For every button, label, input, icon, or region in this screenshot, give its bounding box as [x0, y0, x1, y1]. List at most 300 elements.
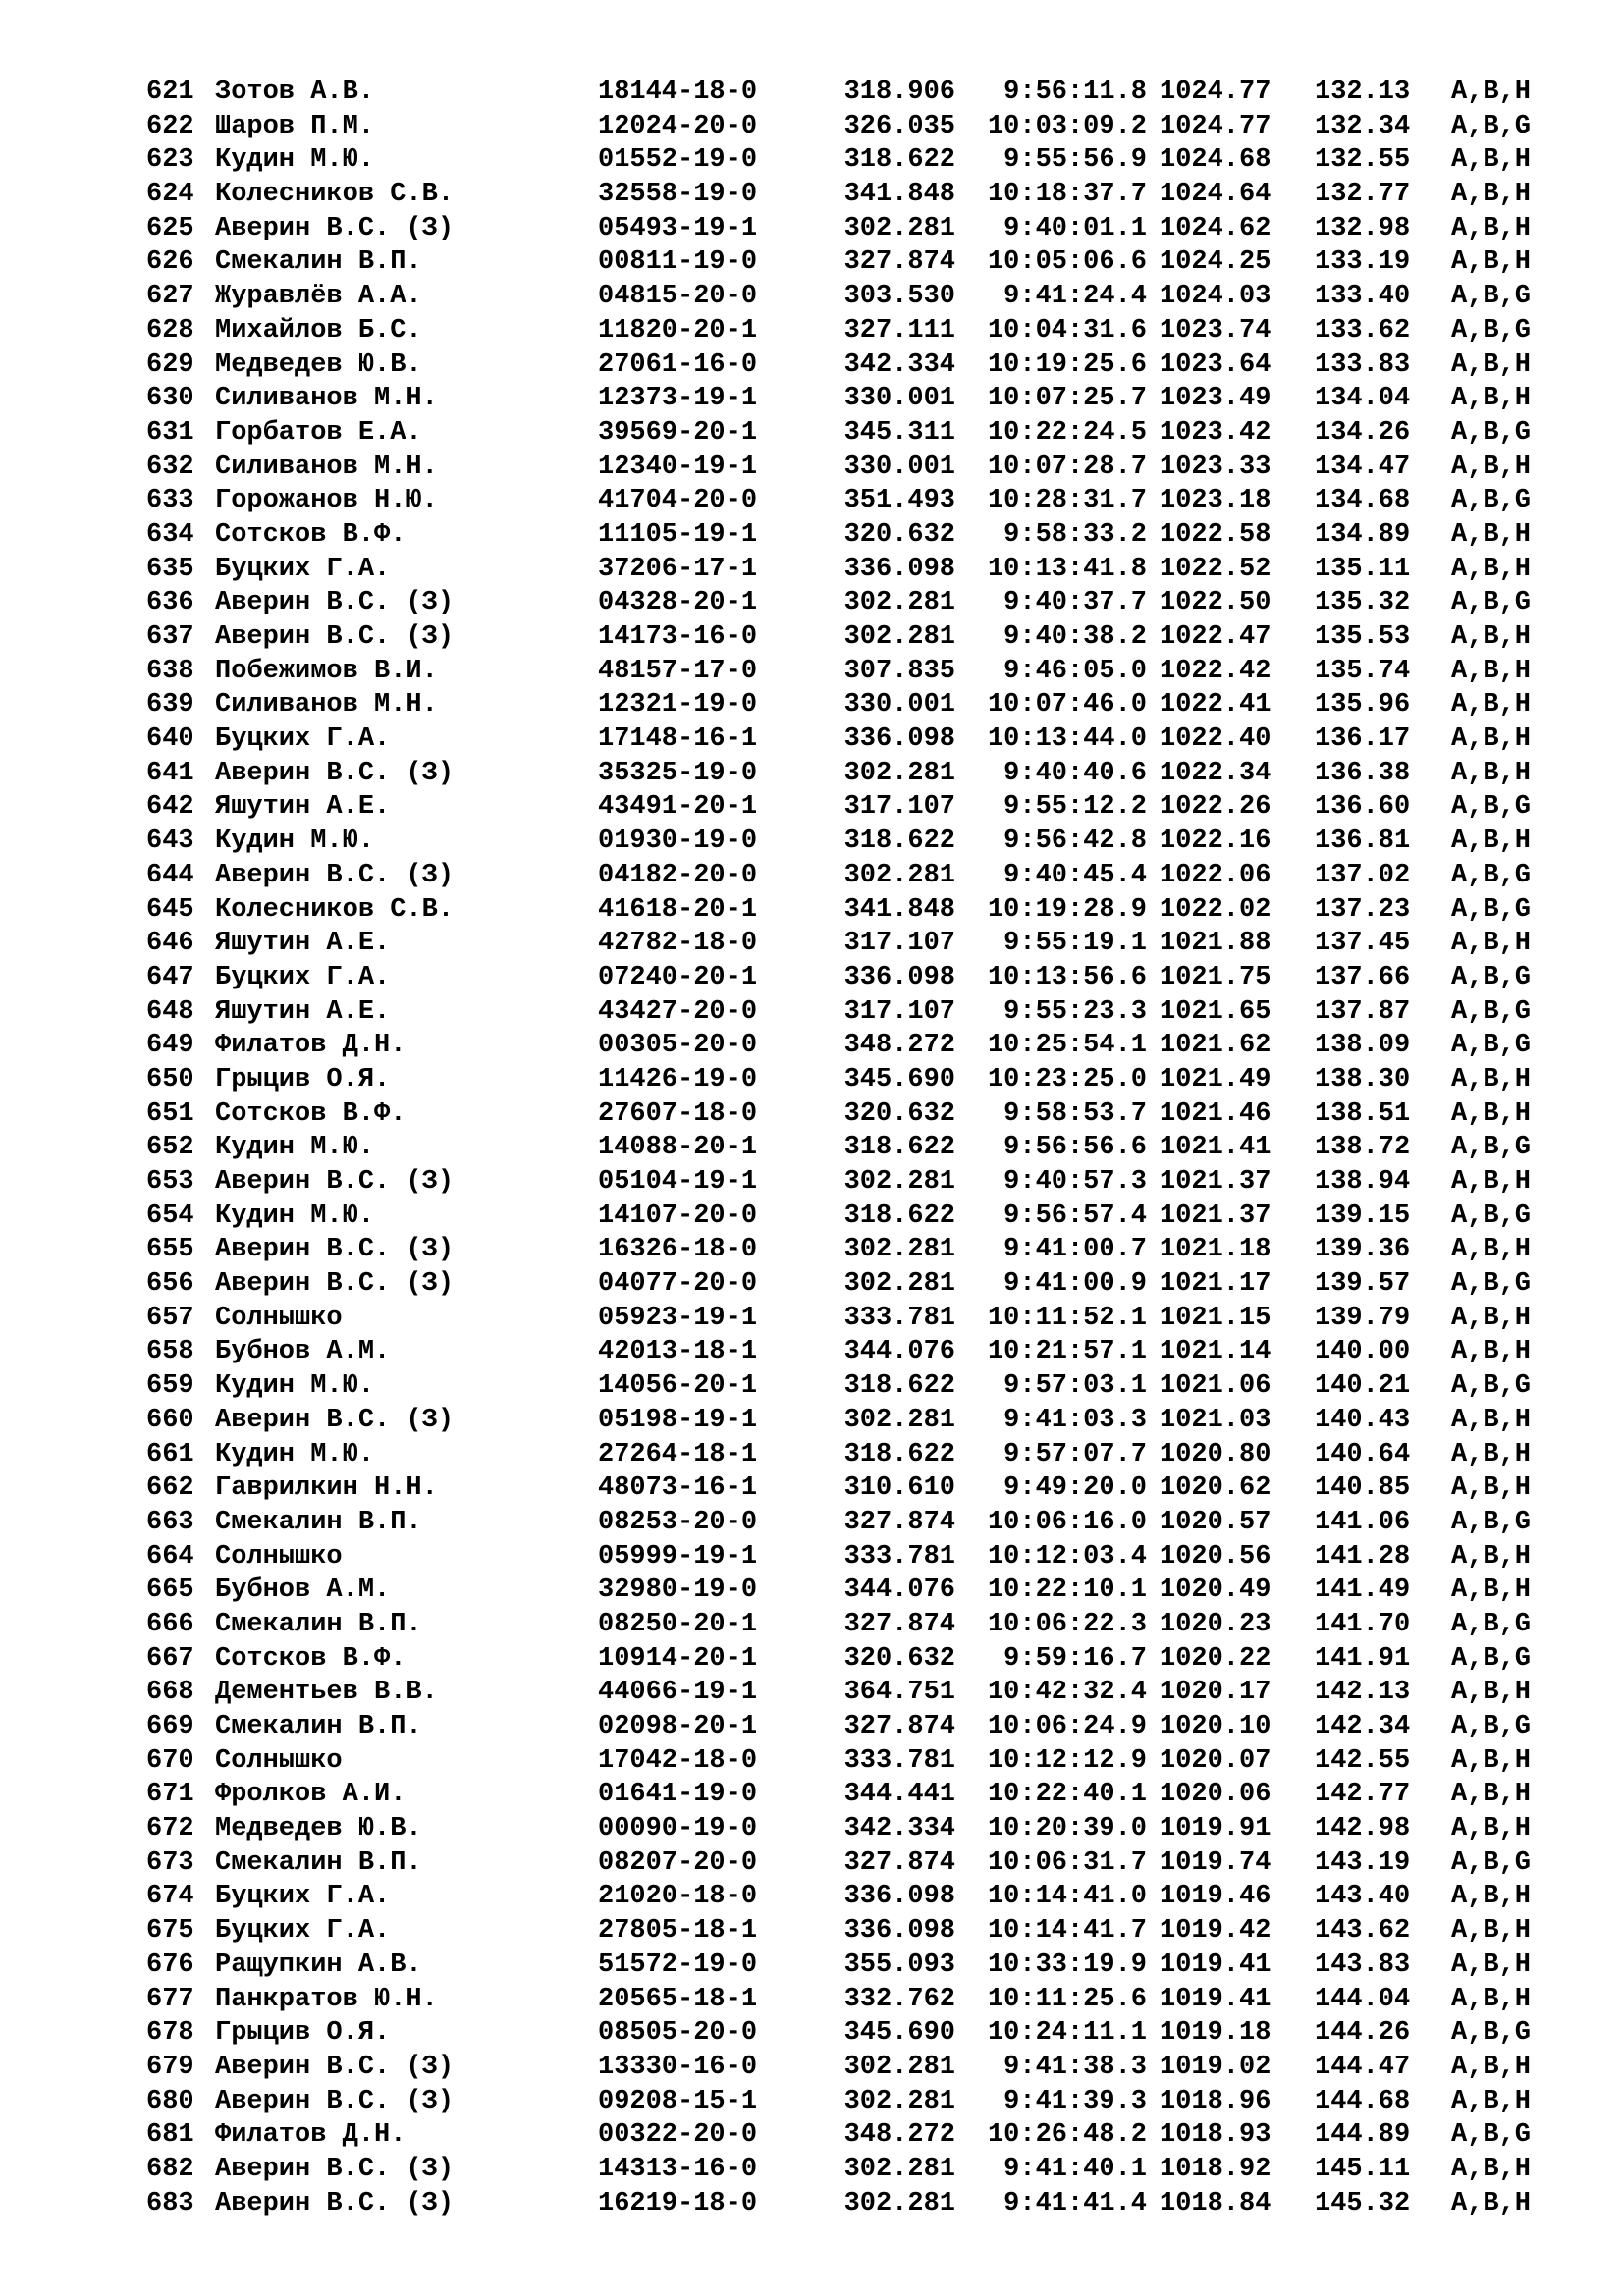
fancier-name: Филатов Д.Н. [215, 2120, 406, 2151]
category: A,B,H [1451, 1541, 1532, 1572]
category: A,B,G [1451, 962, 1532, 992]
fancier-name: Михайлов Б.С. [215, 315, 422, 346]
place: 669 [146, 1712, 194, 1741]
distance: 302.281 [843, 2052, 955, 2082]
coefficient: 138.09 [1315, 1031, 1411, 1061]
category: A,B,H [1451, 452, 1532, 482]
speed: 1024.25 [1160, 247, 1271, 278]
category: A,B,G [1451, 894, 1532, 925]
fancier-name: Буцких Г.А. [215, 724, 391, 755]
ring-number: 32980-19-0 [598, 1575, 758, 1606]
fancier-name: Горожанов Н.Ю. [215, 486, 438, 516]
distance: 345.690 [843, 2018, 955, 2049]
category: A,B,G [1451, 1643, 1532, 1674]
speed: 1021.14 [1160, 1337, 1271, 1367]
speed: 1022.02 [1160, 894, 1271, 925]
speed: 1020.07 [1160, 1745, 1271, 1776]
speed: 1019.41 [1160, 1949, 1271, 1980]
arrival-time: 10:22:40.1 [987, 1780, 1147, 1810]
distance: 327.874 [843, 247, 955, 278]
arrival-time: 9:57:07.7 [1003, 1439, 1147, 1469]
arrival-time: 9:55:23.3 [1003, 996, 1147, 1027]
fancier-name: Солнышко [215, 1745, 343, 1776]
distance: 330.001 [843, 384, 955, 414]
category: A,B,G [1451, 2120, 1532, 2151]
coefficient: 143.62 [1315, 1916, 1411, 1947]
arrival-time: 9:57:03.1 [1003, 1371, 1147, 1402]
fancier-name: Фролков А.И. [215, 1780, 406, 1810]
ring-number: 08250-20-1 [598, 1609, 758, 1639]
ring-number: 42782-18-0 [598, 929, 758, 959]
fancier-name: Сотсков В.Ф. [215, 519, 406, 550]
category: A,B,H [1451, 145, 1532, 176]
fancier-name: Аверин В.С. (З) [215, 622, 455, 652]
ring-number: 12321-19-0 [598, 690, 758, 721]
place: 633 [146, 486, 194, 516]
place: 629 [146, 349, 194, 380]
ring-number: 04815-20-0 [598, 282, 758, 312]
speed: 1023.42 [1160, 417, 1271, 448]
fancier-name: Буцких Г.А. [215, 1916, 391, 1947]
coefficient: 132.55 [1315, 145, 1411, 176]
place: 646 [146, 929, 194, 959]
ring-number: 20565-18-1 [598, 1984, 758, 2014]
speed: 1018.92 [1160, 2154, 1271, 2184]
ring-number: 18144-18-0 [598, 78, 758, 107]
coefficient: 143.40 [1315, 1882, 1411, 1912]
ring-number: 41618-20-1 [598, 894, 758, 925]
coefficient: 145.11 [1315, 2154, 1411, 2184]
arrival-time: 10:33:19.9 [987, 1949, 1147, 1980]
speed: 1021.88 [1160, 929, 1271, 959]
distance: 336.098 [843, 724, 955, 755]
category: A,B,G [1451, 1847, 1532, 1878]
fancier-name: Журавлёв А.А. [215, 282, 422, 312]
ring-number: 37206-17-1 [598, 554, 758, 584]
speed: 1020.10 [1160, 1712, 1271, 1741]
category: A,B,H [1451, 1780, 1532, 1810]
speed: 1024.77 [1160, 111, 1271, 141]
ring-number: 04182-20-0 [598, 860, 758, 890]
fancier-name: Силиванов М.Н. [215, 690, 438, 721]
category: A,B,G [1451, 1031, 1532, 1061]
ring-number: 01641-19-0 [598, 1780, 758, 1810]
fancier-name: Грыцив О.Я. [215, 2018, 391, 2049]
fancier-name: Кудин М.Ю. [215, 1371, 375, 1402]
arrival-time: 10:14:41.0 [987, 1882, 1147, 1912]
category: A,B,G [1451, 792, 1532, 823]
fancier-name: Кудин М.Ю. [215, 1201, 375, 1231]
ring-number: 21020-18-0 [598, 1882, 758, 1912]
speed: 1024.03 [1160, 282, 1271, 312]
place: 654 [146, 1201, 194, 1231]
place: 645 [146, 894, 194, 925]
place: 647 [146, 962, 194, 992]
speed: 1023.18 [1160, 486, 1271, 516]
place: 668 [146, 1678, 194, 1708]
distance: 318.622 [843, 1439, 955, 1469]
distance: 348.272 [843, 2120, 955, 2151]
distance: 318.622 [843, 145, 955, 176]
category: A,B,G [1451, 1507, 1532, 1537]
arrival-time: 9:41:39.3 [1003, 2086, 1147, 2116]
category: A,B,H [1451, 1303, 1532, 1333]
category: A,B,G [1451, 2018, 1532, 2049]
ring-number: 11820-20-1 [598, 315, 758, 346]
place: 677 [146, 1984, 194, 2014]
place: 648 [146, 996, 194, 1027]
distance: 364.751 [843, 1678, 955, 1708]
ring-number: 05198-19-1 [598, 1405, 758, 1435]
category: A,B,H [1451, 2154, 1532, 2184]
ring-number: 17042-18-0 [598, 1745, 758, 1776]
speed: 1020.62 [1160, 1473, 1271, 1504]
speed: 1018.93 [1160, 2120, 1271, 2151]
coefficient: 137.45 [1315, 929, 1411, 959]
place: 679 [146, 2052, 194, 2082]
coefficient: 142.34 [1315, 1712, 1411, 1741]
place: 675 [146, 1916, 194, 1947]
distance: 344.076 [843, 1575, 955, 1606]
ring-number: 43427-20-0 [598, 996, 758, 1027]
speed: 1022.26 [1160, 792, 1271, 823]
speed: 1020.56 [1160, 1541, 1271, 1572]
ring-number: 41704-20-0 [598, 486, 758, 516]
category: A,B,H [1451, 2188, 1532, 2218]
coefficient: 133.62 [1315, 315, 1411, 346]
arrival-time: 10:28:31.7 [987, 486, 1147, 516]
arrival-time: 10:07:25.7 [987, 384, 1147, 414]
speed: 1019.42 [1160, 1916, 1271, 1947]
category: A,B,G [1451, 1609, 1532, 1639]
speed: 1022.52 [1160, 554, 1271, 584]
place: 642 [146, 792, 194, 823]
fancier-name: Аверин В.С. (З) [215, 213, 455, 243]
coefficient: 133.83 [1315, 349, 1411, 380]
fancier-name: Колесников С.В. [215, 894, 455, 925]
arrival-time: 10:05:06.6 [987, 247, 1147, 278]
ring-number: 43491-20-1 [598, 792, 758, 823]
arrival-time: 9:41:38.3 [1003, 2052, 1147, 2082]
category: A,B,H [1451, 247, 1532, 278]
category: A,B,H [1451, 384, 1532, 414]
coefficient: 140.00 [1315, 1337, 1411, 1367]
category: A,B,H [1451, 519, 1532, 550]
fancier-name: Аверин В.С. (З) [215, 2052, 455, 2082]
place: 658 [146, 1337, 194, 1367]
ring-number: 14107-20-0 [598, 1201, 758, 1231]
category: A,B,H [1451, 827, 1532, 857]
category: A,B,G [1451, 315, 1532, 346]
arrival-time: 9:40:57.3 [1003, 1167, 1147, 1197]
arrival-time: 9:56:56.6 [1003, 1133, 1147, 1163]
place: 622 [146, 111, 194, 141]
place: 651 [146, 1098, 194, 1129]
place: 680 [146, 2086, 194, 2116]
place: 656 [146, 1269, 194, 1300]
place: 643 [146, 827, 194, 857]
coefficient: 138.30 [1315, 1064, 1411, 1095]
distance: 302.281 [843, 213, 955, 243]
speed: 1022.42 [1160, 656, 1271, 686]
place: 662 [146, 1473, 194, 1504]
fancier-name: Зотов А.В. [215, 78, 375, 107]
place: 665 [146, 1575, 194, 1606]
fancier-name: Кудин М.Ю. [215, 145, 375, 176]
category: A,B,G [1451, 282, 1532, 312]
place: 650 [146, 1064, 194, 1095]
speed: 1020.22 [1160, 1643, 1271, 1674]
category: A,B,H [1451, 349, 1532, 380]
distance: 327.874 [843, 1609, 955, 1639]
speed: 1022.41 [1160, 690, 1271, 721]
distance: 348.272 [843, 1031, 955, 1061]
category: A,B,G [1451, 1133, 1532, 1163]
arrival-time: 9:41:40.1 [1003, 2154, 1147, 2184]
coefficient: 141.49 [1315, 1575, 1411, 1606]
arrival-time: 10:12:03.4 [987, 1541, 1147, 1572]
category: A,B,G [1451, 1269, 1532, 1300]
coefficient: 143.83 [1315, 1949, 1411, 1980]
place: 664 [146, 1541, 194, 1572]
distance: 302.281 [843, 1235, 955, 1265]
ring-number: 11426-19-0 [598, 1064, 758, 1095]
coefficient: 139.79 [1315, 1303, 1411, 1333]
arrival-time: 10:07:46.0 [987, 690, 1147, 721]
speed: 1022.47 [1160, 622, 1271, 652]
category: A,B,G [1451, 1371, 1532, 1402]
category: A,B,G [1451, 996, 1532, 1027]
fancier-name: Яшутин А.Е. [215, 996, 391, 1027]
category: A,B,G [1451, 1712, 1532, 1741]
coefficient: 142.55 [1315, 1745, 1411, 1776]
ring-number: 48157-17-0 [598, 656, 758, 686]
ring-number: 13330-16-0 [598, 2052, 758, 2082]
place: 663 [146, 1507, 194, 1537]
category: A,B,G [1451, 486, 1532, 516]
arrival-time: 10:19:25.6 [987, 349, 1147, 380]
distance: 318.622 [843, 1371, 955, 1402]
distance: 342.334 [843, 349, 955, 380]
distance: 302.281 [843, 860, 955, 890]
fancier-name: Солнышко [215, 1303, 343, 1333]
distance: 317.107 [843, 929, 955, 959]
place: 641 [146, 758, 194, 788]
place: 655 [146, 1235, 194, 1265]
place: 660 [146, 1405, 194, 1435]
coefficient: 140.64 [1315, 1439, 1411, 1469]
arrival-time: 10:14:41.7 [987, 1916, 1147, 1947]
arrival-time: 10:13:41.8 [987, 554, 1147, 584]
place: 682 [146, 2154, 194, 2184]
place: 628 [146, 315, 194, 346]
coefficient: 137.87 [1315, 996, 1411, 1027]
arrival-time: 10:07:28.7 [987, 452, 1147, 482]
coefficient: 144.04 [1315, 1984, 1411, 2014]
place: 652 [146, 1133, 194, 1163]
arrival-time: 10:26:48.2 [987, 2120, 1147, 2151]
coefficient: 139.36 [1315, 1235, 1411, 1265]
category: A,B,H [1451, 1337, 1532, 1367]
fancier-name: Солнышко [215, 1541, 343, 1572]
ring-number: 05104-19-1 [598, 1167, 758, 1197]
fancier-name: Смекалин В.П. [215, 1609, 422, 1639]
distance: 327.111 [843, 315, 955, 346]
ring-number: 12373-19-1 [598, 384, 758, 414]
distance: 307.835 [843, 656, 955, 686]
coefficient: 135.32 [1315, 588, 1411, 618]
speed: 1020.23 [1160, 1609, 1271, 1639]
coefficient: 135.11 [1315, 554, 1411, 584]
place: 659 [146, 1371, 194, 1402]
coefficient: 141.91 [1315, 1643, 1411, 1674]
category: A,B,H [1451, 1167, 1532, 1197]
coefficient: 134.26 [1315, 417, 1411, 448]
fancier-name: Яшутин А.Е. [215, 792, 391, 823]
place: 640 [146, 724, 194, 755]
coefficient: 136.17 [1315, 724, 1411, 755]
place: 626 [146, 247, 194, 278]
distance: 327.874 [843, 1847, 955, 1878]
ring-number: 39569-20-1 [598, 417, 758, 448]
coefficient: 139.15 [1315, 1201, 1411, 1231]
fancier-name: Буцких Г.А. [215, 1882, 391, 1912]
coefficient: 134.04 [1315, 384, 1411, 414]
coefficient: 138.51 [1315, 1098, 1411, 1129]
category: A,B,H [1451, 180, 1532, 210]
ring-number: 32558-19-0 [598, 180, 758, 210]
distance: 318.906 [843, 78, 955, 107]
speed: 1019.41 [1160, 1984, 1271, 2014]
fancier-name: Кудин М.Ю. [215, 827, 375, 857]
place: 676 [146, 1949, 194, 1980]
coefficient: 144.68 [1315, 2086, 1411, 2116]
distance: 303.530 [843, 282, 955, 312]
speed: 1020.17 [1160, 1678, 1271, 1708]
arrival-time: 10:13:44.0 [987, 724, 1147, 755]
distance: 333.781 [843, 1303, 955, 1333]
arrival-time: 10:21:57.1 [987, 1337, 1147, 1367]
place: 624 [146, 180, 194, 210]
ring-number: 05999-19-1 [598, 1541, 758, 1572]
category: A,B,G [1451, 860, 1532, 890]
category: A,B,H [1451, 1235, 1532, 1265]
arrival-time: 9:58:53.7 [1003, 1098, 1147, 1129]
coefficient: 142.77 [1315, 1780, 1411, 1810]
fancier-name: Кудин М.Ю. [215, 1133, 375, 1163]
place: 625 [146, 213, 194, 243]
fancier-name: Побежимов В.И. [215, 656, 438, 686]
category: A,B,H [1451, 1916, 1532, 1947]
fancier-name: Буцких Г.А. [215, 554, 391, 584]
place: 627 [146, 282, 194, 312]
arrival-time: 9:59:16.7 [1003, 1643, 1147, 1674]
arrival-time: 9:56:42.8 [1003, 827, 1147, 857]
fancier-name: Гаврилкин Н.Н. [215, 1473, 438, 1504]
place: 653 [146, 1167, 194, 1197]
distance: 302.281 [843, 1269, 955, 1300]
coefficient: 142.13 [1315, 1678, 1411, 1708]
fancier-name: Аверин В.С. (З) [215, 860, 455, 890]
speed: 1021.15 [1160, 1303, 1271, 1333]
ring-number: 01930-19-0 [598, 827, 758, 857]
speed: 1023.33 [1160, 452, 1271, 482]
place: 630 [146, 384, 194, 414]
ring-number: 16326-18-0 [598, 1235, 758, 1265]
arrival-time: 9:40:45.4 [1003, 860, 1147, 890]
distance: 318.622 [843, 1201, 955, 1231]
speed: 1019.18 [1160, 2018, 1271, 2049]
place: 635 [146, 554, 194, 584]
fancier-name: Филатов Д.Н. [215, 1031, 406, 1061]
fancier-name: Аверин В.С. (З) [215, 2188, 455, 2218]
category: A,B,G [1451, 1201, 1532, 1231]
arrival-time: 10:06:16.0 [987, 1507, 1147, 1537]
arrival-time: 9:40:40.6 [1003, 758, 1147, 788]
place: 683 [146, 2188, 194, 2218]
fancier-name: Силиванов М.Н. [215, 384, 438, 414]
distance: 317.107 [843, 996, 955, 1027]
fancier-name: Дементьев В.В. [215, 1678, 438, 1708]
place: 672 [146, 1814, 194, 1844]
distance: 302.281 [843, 1167, 955, 1197]
place: 657 [146, 1303, 194, 1333]
coefficient: 132.98 [1315, 213, 1411, 243]
ring-number: 08207-20-0 [598, 1847, 758, 1878]
coefficient: 140.21 [1315, 1371, 1411, 1402]
fancier-name: Смекалин В.П. [215, 247, 422, 278]
fancier-name: Аверин В.С. (З) [215, 1269, 455, 1300]
speed: 1024.68 [1160, 145, 1271, 176]
category: A,B,H [1451, 1439, 1532, 1469]
coefficient: 138.94 [1315, 1167, 1411, 1197]
coefficient: 132.13 [1315, 78, 1411, 107]
arrival-time: 10:20:39.0 [987, 1814, 1147, 1844]
speed: 1021.49 [1160, 1064, 1271, 1095]
ring-number: 14056-20-1 [598, 1371, 758, 1402]
speed: 1020.80 [1160, 1439, 1271, 1469]
coefficient: 139.57 [1315, 1269, 1411, 1300]
category: A,B,H [1451, 690, 1532, 721]
coefficient: 144.47 [1315, 2052, 1411, 2082]
ring-number: 08505-20-0 [598, 2018, 758, 2049]
place: 649 [146, 1031, 194, 1061]
category: A,B,H [1451, 1814, 1532, 1844]
category: A,B,H [1451, 1882, 1532, 1912]
category: A,B,H [1451, 554, 1532, 584]
ring-number: 00322-20-0 [598, 2120, 758, 2151]
ring-number: 02098-20-1 [598, 1712, 758, 1741]
category: A,B,H [1451, 1064, 1532, 1095]
coefficient: 136.81 [1315, 827, 1411, 857]
place: 621 [146, 78, 194, 107]
speed: 1021.46 [1160, 1098, 1271, 1129]
fancier-name: Аверин В.С. (З) [215, 2154, 455, 2184]
speed: 1024.64 [1160, 180, 1271, 210]
arrival-time: 9:41:03.3 [1003, 1405, 1147, 1435]
category: A,B,H [1451, 724, 1532, 755]
fancier-name: Панкратов Ю.Н. [215, 1984, 438, 2014]
fancier-name: Аверин В.С. (З) [215, 2086, 455, 2116]
coefficient: 132.77 [1315, 180, 1411, 210]
arrival-time: 10:42:32.4 [987, 1678, 1147, 1708]
place: 681 [146, 2120, 194, 2151]
ring-number: 12024-20-0 [598, 111, 758, 141]
distance: 344.076 [843, 1337, 955, 1367]
arrival-time: 9:40:38.2 [1003, 622, 1147, 652]
place: 667 [146, 1643, 194, 1674]
place: 634 [146, 519, 194, 550]
